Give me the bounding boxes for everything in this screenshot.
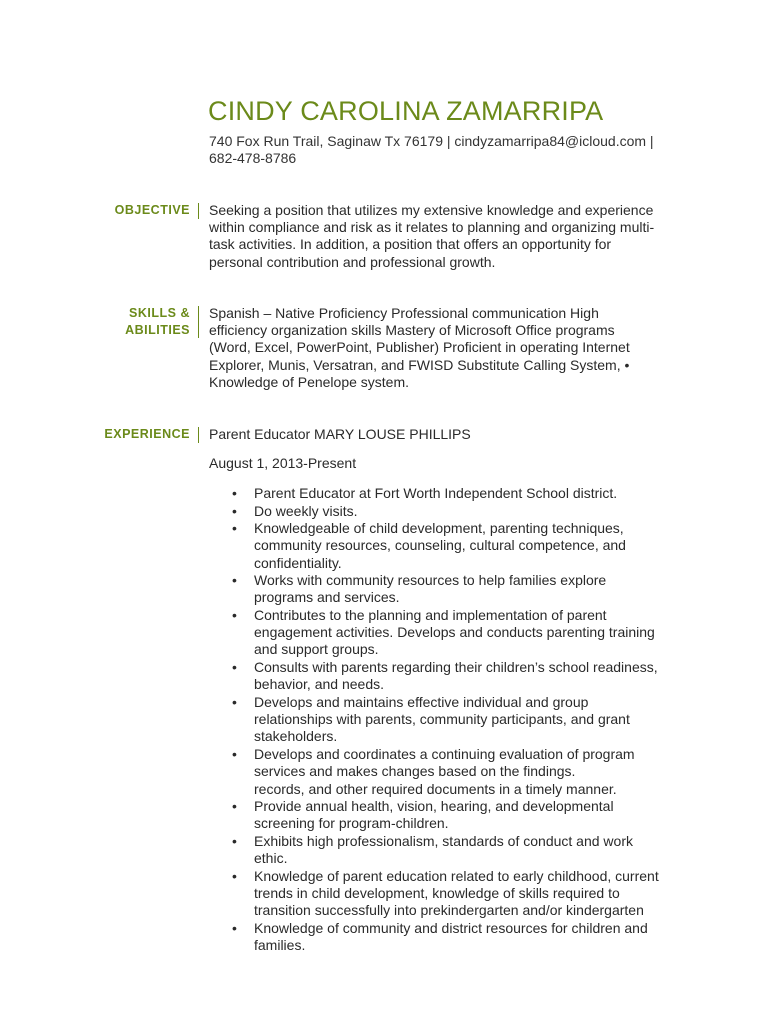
list-item: • Do weekly visits.	[232, 503, 662, 520]
section-divider	[198, 203, 199, 219]
list-item: • Works with community resources to help families explore programs and services.	[232, 572, 662, 606]
experience-label: EXPERIENCE	[104, 427, 190, 441]
list-item: • Knowledgeable of child development, parenting techniques, community resources, counseling, cultural competence, and confidentiality.	[232, 520, 662, 572]
job-responsibilities	[232, 485, 662, 955]
skills-label-line2: ABILITIES	[125, 323, 190, 337]
list-item: • Develops and coordinates a continuing evaluation of program services and makes changes based on the findings.	[232, 746, 662, 780]
list-item: • Develops and maintains effective individual and group relationships with parents, community participants, and grant stakeholders.	[232, 694, 662, 746]
job-title: Parent Educator MARY LOUSE PHILLIPS	[209, 426, 471, 442]
list-item: • Knowledge of community and district resources for children and families.	[232, 920, 662, 954]
job-date: August 1, 2013-Present	[209, 455, 357, 471]
list-item: • Consults with parents regarding their children’s school readiness, behavior, and needs.	[232, 659, 662, 693]
objective-label: OBJECTIVE	[114, 203, 190, 217]
list-item: • Contributes to the planning and implementation of parent engagement activities. Develops and conducts parenting training and support groups.	[232, 607, 662, 659]
list-item: • Knowledge of parent education related to early childhood, current trends in child development, knowledge of skills required to transition successfully into prekindergarten and/or kindergarten	[232, 868, 662, 920]
skills-text: Spanish – Native Proficiency Professional communication High efficiency organization skills Mastery of Microsoft Office programs (Word, Excel, PowerPoint, Publisher) Proficient in operating Internet Explorer, Munis, Versatran, and FWISD Substitute Calling System, • Knowledge of Penelope system.	[209, 305, 630, 390]
experience-section	[0, 426, 768, 986]
contact-info: 740 Fox Run Trail, Saginaw Tx 76179 | cindyzamarripa84@icloud.com | 682-478-8786	[209, 133, 654, 166]
list-item-continuation: records, and other required documents in a timely manner.	[254, 780, 617, 797]
skills-label	[70, 305, 190, 339]
section-divider	[198, 306, 199, 338]
candidate-name: CINDY CAROLINA ZAMARRIPA	[208, 96, 604, 126]
list-item: • Exhibits high professionalism, standards of conduct and work ethic.	[232, 833, 662, 867]
list-item: • Parent Educator at Fort Worth Independent School district.	[232, 485, 662, 502]
skills-label-line1: SKILLS &	[129, 306, 190, 320]
objective-text: Seeking a position that utilizes my extensive knowledge and experience within compliance and risk as it relates to planning and organizing multi-task activities. In addition, a position that offers an opportunity for personal contribution and professional growth.	[209, 202, 655, 270]
list-item: • Provide annual health, vision, hearing, and developmental screening for program-children.	[232, 798, 662, 832]
section-divider	[198, 427, 199, 443]
